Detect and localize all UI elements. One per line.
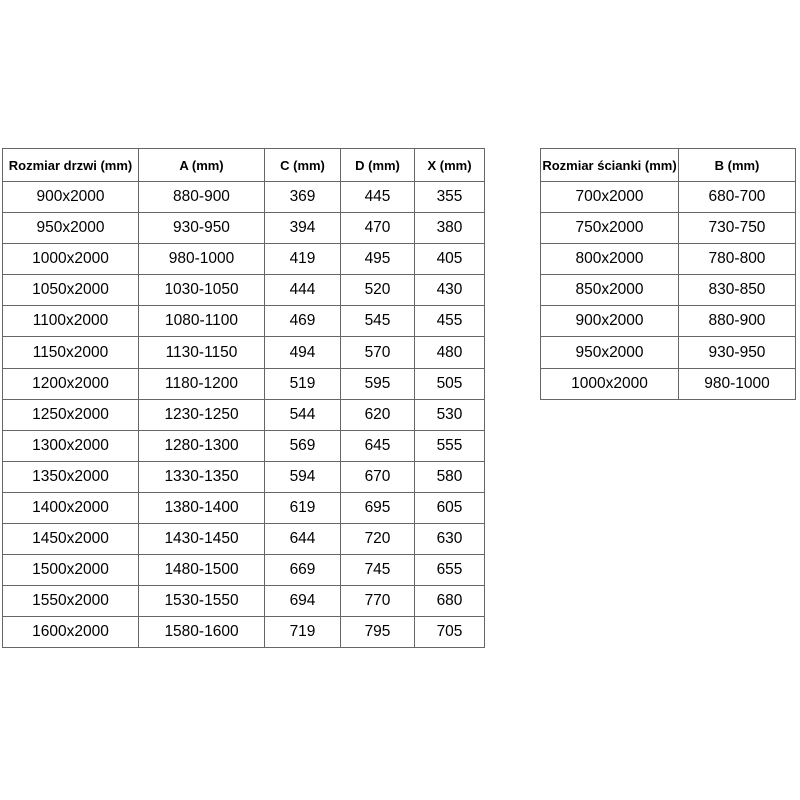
table-cell: 745 [341, 555, 415, 586]
table-row [3, 555, 485, 586]
table-cell: 480 [415, 337, 485, 368]
column-header: B (mm) [679, 149, 796, 182]
table-cell: 1300x2000 [3, 430, 139, 461]
table-cell: 445 [341, 182, 415, 213]
table-row [3, 275, 485, 306]
table-cell: 980-1000 [679, 368, 796, 399]
table-cell: 1200x2000 [3, 368, 139, 399]
table-cell: 750x2000 [541, 213, 679, 244]
table-cell: 1450x2000 [3, 524, 139, 555]
table-cell: 1250x2000 [3, 399, 139, 430]
table-cell: 455 [415, 306, 485, 337]
table-cell: 380 [415, 213, 485, 244]
table-cell: 1280-1300 [139, 430, 265, 461]
table-row [3, 306, 485, 337]
door-sizes-table-body [3, 182, 485, 648]
table-cell: 620 [341, 399, 415, 430]
wall-panel-sizes-table-head [541, 149, 796, 182]
wall-panel-sizes-table [540, 148, 796, 400]
table-cell: 520 [341, 275, 415, 306]
table-cell: 850x2000 [541, 275, 679, 306]
table-cell: 355 [415, 182, 485, 213]
table-cell: 695 [341, 492, 415, 523]
table-cell: 1330-1350 [139, 461, 265, 492]
table-row [3, 337, 485, 368]
table-cell: 545 [341, 306, 415, 337]
table-row [3, 492, 485, 523]
table-row [3, 182, 485, 213]
table-cell: 1350x2000 [3, 461, 139, 492]
table-cell: 419 [265, 244, 341, 275]
table-cell: 1150x2000 [3, 337, 139, 368]
table-cell: 900x2000 [541, 306, 679, 337]
table-cell: 980-1000 [139, 244, 265, 275]
table-cell: 1480-1500 [139, 555, 265, 586]
door-sizes-table-head [3, 149, 485, 182]
table-row [541, 213, 796, 244]
column-header: X (mm) [415, 149, 485, 182]
table-row [541, 368, 796, 399]
table-cell: 719 [265, 617, 341, 648]
table-cell: 655 [415, 555, 485, 586]
table-cell: 670 [341, 461, 415, 492]
table-row [3, 461, 485, 492]
table-cell: 630 [415, 524, 485, 555]
table-cell: 570 [341, 337, 415, 368]
table-cell: 519 [265, 368, 341, 399]
table-cell: 494 [265, 337, 341, 368]
table-cell: 830-850 [679, 275, 796, 306]
table-cell: 1600x2000 [3, 617, 139, 648]
table-cell: 930-950 [139, 213, 265, 244]
table-cell: 1080-1100 [139, 306, 265, 337]
table-cell: 800x2000 [541, 244, 679, 275]
table-cell: 594 [265, 461, 341, 492]
table-cell: 1180-1200 [139, 368, 265, 399]
table-cell: 644 [265, 524, 341, 555]
table-cell: 680-700 [679, 182, 796, 213]
table-row [3, 244, 485, 275]
table-cell: 469 [265, 306, 341, 337]
table-row [541, 275, 796, 306]
table-cell: 705 [415, 617, 485, 648]
table-cell: 1530-1550 [139, 586, 265, 617]
table-cell: 1130-1150 [139, 337, 265, 368]
table-cell: 619 [265, 492, 341, 523]
table-cell: 1050x2000 [3, 275, 139, 306]
table-row [541, 244, 796, 275]
table-cell: 1580-1600 [139, 617, 265, 648]
table-cell: 405 [415, 244, 485, 275]
column-header: Rozmiar ścianki (mm) [541, 149, 679, 182]
table-cell: 1000x2000 [3, 244, 139, 275]
header-row [3, 149, 485, 182]
header-row [541, 149, 796, 182]
table-cell: 700x2000 [541, 182, 679, 213]
table-row [3, 586, 485, 617]
table-cell: 495 [341, 244, 415, 275]
table-cell: 1100x2000 [3, 306, 139, 337]
table-cell: 694 [265, 586, 341, 617]
table-cell: 880-900 [679, 306, 796, 337]
table-cell: 1430-1450 [139, 524, 265, 555]
table-cell: 1380-1400 [139, 492, 265, 523]
table-row [3, 430, 485, 461]
table-row [541, 182, 796, 213]
table-cell: 720 [341, 524, 415, 555]
table-cell: 530 [415, 399, 485, 430]
table-cell: 544 [265, 399, 341, 430]
table-cell: 669 [265, 555, 341, 586]
table-cell: 444 [265, 275, 341, 306]
table-cell: 1550x2000 [3, 586, 139, 617]
table-cell: 394 [265, 213, 341, 244]
table-row [3, 524, 485, 555]
table-row [541, 306, 796, 337]
table-cell: 930-950 [679, 337, 796, 368]
table-cell: 950x2000 [541, 337, 679, 368]
table-cell: 1230-1250 [139, 399, 265, 430]
table-cell: 1500x2000 [3, 555, 139, 586]
table-cell: 580 [415, 461, 485, 492]
table-cell: 369 [265, 182, 341, 213]
table-cell: 795 [341, 617, 415, 648]
wall-panel-sizes-table-body [541, 182, 796, 400]
table-cell: 1400x2000 [3, 492, 139, 523]
table-cell: 730-750 [679, 213, 796, 244]
table-row [3, 213, 485, 244]
table-row [541, 337, 796, 368]
table-cell: 880-900 [139, 182, 265, 213]
table-cell: 645 [341, 430, 415, 461]
door-sizes-table [2, 148, 485, 648]
table-cell: 680 [415, 586, 485, 617]
table-cell: 595 [341, 368, 415, 399]
table-cell: 950x2000 [3, 213, 139, 244]
table-cell: 569 [265, 430, 341, 461]
table-cell: 1030-1050 [139, 275, 265, 306]
table-cell: 605 [415, 492, 485, 523]
table-cell: 770 [341, 586, 415, 617]
column-header: C (mm) [265, 149, 341, 182]
column-header: Rozmiar drzwi (mm) [3, 149, 139, 182]
table-row [3, 399, 485, 430]
table-cell: 780-800 [679, 244, 796, 275]
table-row [3, 368, 485, 399]
column-header: A (mm) [139, 149, 265, 182]
table-cell: 900x2000 [3, 182, 139, 213]
table-cell: 430 [415, 275, 485, 306]
table-row [3, 617, 485, 648]
table-cell: 1000x2000 [541, 368, 679, 399]
column-header: D (mm) [341, 149, 415, 182]
table-cell: 470 [341, 213, 415, 244]
table-cell: 505 [415, 368, 485, 399]
table-cell: 555 [415, 430, 485, 461]
